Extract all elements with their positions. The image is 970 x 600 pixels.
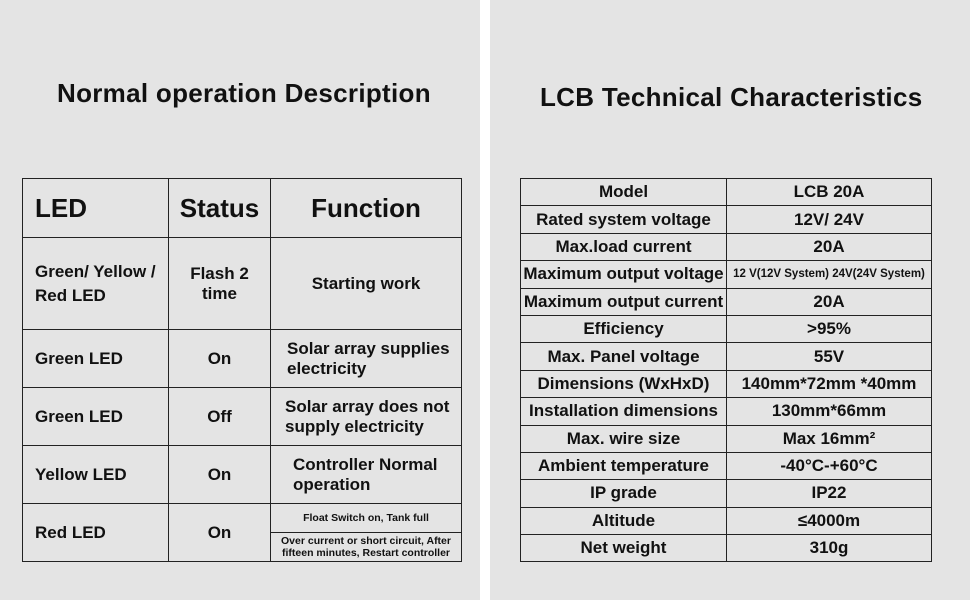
spec-value: 130mm*66mm — [727, 398, 932, 425]
table-row — [23, 388, 462, 446]
spec-label: Maximum output current — [521, 288, 727, 315]
spec-label: Maximum output voltage — [521, 261, 727, 288]
spec-label: Max. Panel voltage — [521, 343, 727, 370]
specs-table — [520, 178, 932, 562]
spec-row — [521, 261, 932, 288]
status-cell: On — [169, 330, 271, 388]
led-status-table — [22, 178, 462, 562]
function-cell: Solar array supplies electricity — [271, 330, 462, 388]
right-title: LCB Technical Characteristics — [540, 82, 923, 112]
spec-row — [521, 507, 932, 534]
spec-value: 140mm*72mm *40mm — [727, 370, 932, 397]
spec-value: 20A — [727, 288, 932, 315]
spec-label: Installation dimensions — [521, 398, 727, 425]
left-title: Normal operation Description — [57, 78, 431, 108]
spec-row — [521, 206, 932, 233]
function-cell: Solar array does not supply electricity — [271, 388, 462, 446]
status-cell: On — [169, 446, 271, 504]
spec-value: 20A — [727, 233, 932, 260]
spec-label: Ambient temperature — [521, 452, 727, 479]
table-row — [23, 446, 462, 504]
spec-value: LCB 20A — [727, 179, 932, 206]
spec-label: Efficiency — [521, 315, 727, 342]
spec-value: 12V/ 24V — [727, 206, 932, 233]
spec-label: Dimensions (WxHxD) — [521, 370, 727, 397]
spec-value: 55V — [727, 343, 932, 370]
spec-value: 310g — [727, 535, 932, 562]
led-cell: Yellow LED — [23, 446, 169, 504]
function-cell: Starting work — [271, 238, 462, 330]
spec-row — [521, 315, 932, 342]
spec-row — [521, 343, 932, 370]
spec-row — [521, 452, 932, 479]
led-cell: Green LED — [23, 330, 169, 388]
spec-label: Max.load current — [521, 233, 727, 260]
spec-row — [521, 398, 932, 425]
table-row — [23, 238, 462, 330]
spec-value: IP22 — [727, 480, 932, 507]
spec-value: -40°C-+60°C — [727, 452, 932, 479]
table-row — [23, 504, 462, 533]
spec-label: Model — [521, 179, 727, 206]
led-cell: Green LED — [23, 388, 169, 446]
function-cell: Controller Normal operation — [271, 446, 462, 504]
spec-row — [521, 288, 932, 315]
spec-label: Altitude — [521, 507, 727, 534]
led-cell: Red LED — [23, 504, 169, 562]
spec-row — [521, 535, 932, 562]
spec-row — [521, 425, 932, 452]
function-cell: Float Switch on, Tank full — [271, 504, 462, 533]
spec-value: 12 V(12V System) 24V(24V System) — [727, 261, 932, 288]
spec-value: ≤4000m — [727, 507, 932, 534]
header-function: Function — [271, 179, 462, 238]
spec-row — [521, 233, 932, 260]
status-cell: On — [169, 504, 271, 562]
spec-row — [521, 370, 932, 397]
spec-label: Net weight — [521, 535, 727, 562]
spec-value: Max 16mm² — [727, 425, 932, 452]
spec-row — [521, 480, 932, 507]
table-row — [23, 330, 462, 388]
divider-strip — [480, 0, 490, 600]
header-row — [23, 179, 462, 238]
spec-label: Max. wire size — [521, 425, 727, 452]
function-cell: Over current or short circuit, After fifteen minutes, Restart controller — [271, 533, 462, 562]
header-led: LED — [23, 179, 169, 238]
status-cell: Flash 2 time — [169, 238, 271, 330]
led-cell: Green/ Yellow / Red LED — [23, 238, 169, 330]
spec-label: Rated system voltage — [521, 206, 727, 233]
status-cell: Off — [169, 388, 271, 446]
spec-label: IP grade — [521, 480, 727, 507]
spec-value: >95% — [727, 315, 932, 342]
header-status: Status — [169, 179, 271, 238]
spec-row — [521, 179, 932, 206]
